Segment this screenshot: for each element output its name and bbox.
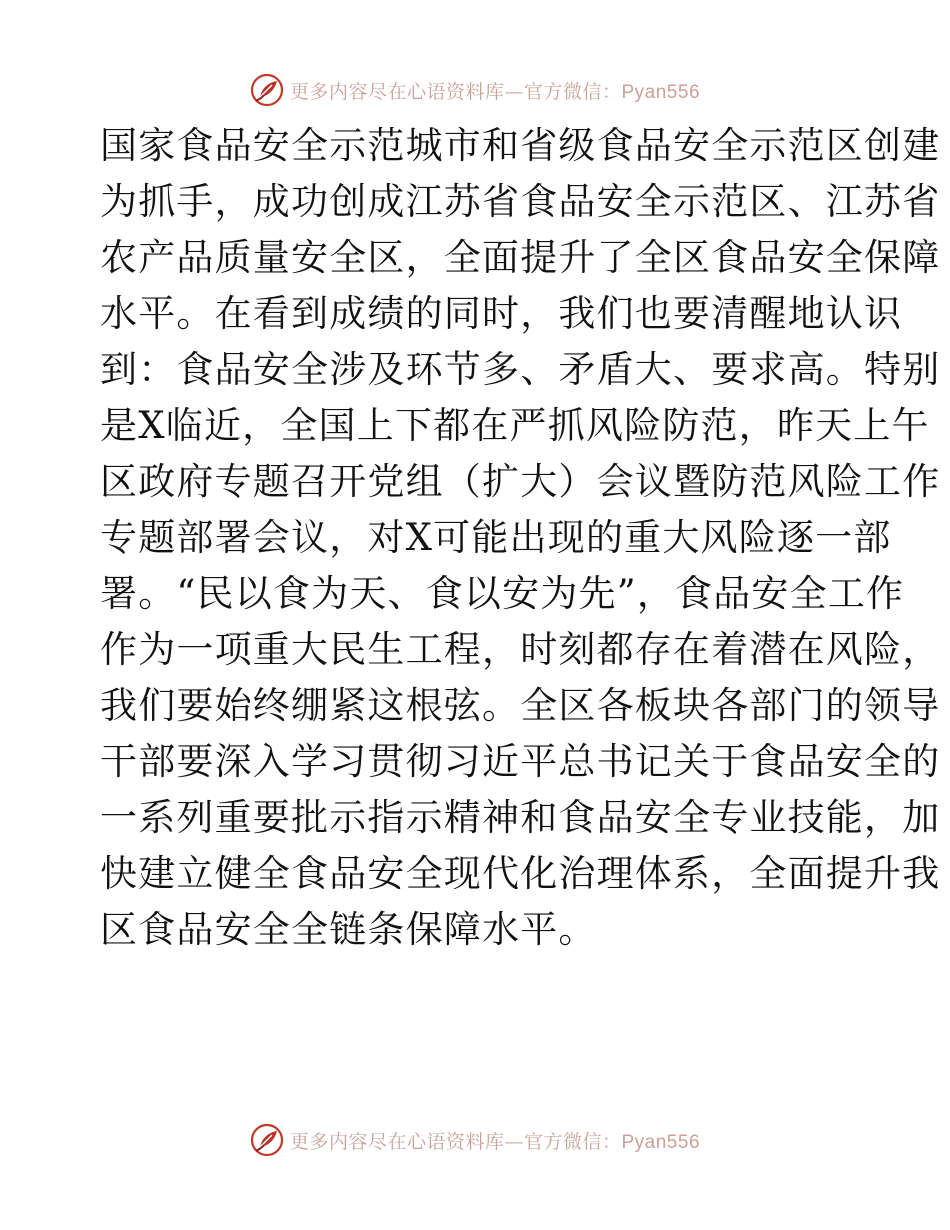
banner-text [290,1127,700,1154]
paragraph-line: 快建立健全食品安全现代化治理体系，全面提升我 [100,852,941,895]
banner-wechat-id: Pyan556 [621,81,701,103]
paragraph-line: 为抓手，成功创成江苏省食品安全示范区、江苏省 [100,180,941,223]
paragraph-line: 专题部署会议，对X可能出现的重大风险逐一部 [100,516,892,559]
paragraph-line: 干部要深入学习贯彻习近平总书记关于食品安全的 [100,740,941,783]
paragraph-line: 区政府专题召开党组（扩大）会议暨防范风险工作 [100,460,941,503]
footer-banner [0,1120,950,1160]
paragraph-line: 国家食品安全示范城市和省级食品安全示范区创建 [100,124,941,167]
banner-separator: — [504,80,524,103]
banner-lead-text: 更多内容尽在心语资料库 [289,80,505,103]
banner-wechat-id: Pyan556 [621,1131,701,1153]
paragraph-line: 农产品质量安全区，全面提升了全区食品安全保障 [100,236,941,279]
banner-label: 官方微信： [523,1130,622,1153]
banner-text [290,77,700,104]
paragraph-line: 是X临近，全国上下都在严抓风险防范，昨天上午 [100,404,930,447]
banner-lead-text: 更多内容尽在心语资料库 [289,1130,505,1153]
paragraph-line: 作为一项重大民生工程，时刻都存在着潜在风险， [100,628,941,671]
banner-label: 官方微信： [523,80,622,103]
red-leaf-logo-icon [250,1123,284,1157]
paragraph-line: 署。“民以食为天、食以安为先”，食品安全工作 [100,572,905,615]
document-body [100,118,941,958]
header-banner [0,70,950,110]
banner-separator: — [504,1130,524,1153]
paragraph-line: 一系列重要批示指示精神和食品安全专业技能，加 [100,796,941,839]
paragraph-line: 我们要始终绷紧这根弦。全区各板块各部门的领导 [100,684,941,727]
paragraph-line: 到：食品安全涉及环节多、矛盾大、要求高。特别 [100,348,941,391]
paragraph-line: 水平。在看到成绩的同时，我们也要清醒地认识 [100,292,903,335]
paragraph-line: 区食品安全全链条保障水平。 [100,908,597,951]
red-leaf-logo-icon [250,73,284,107]
